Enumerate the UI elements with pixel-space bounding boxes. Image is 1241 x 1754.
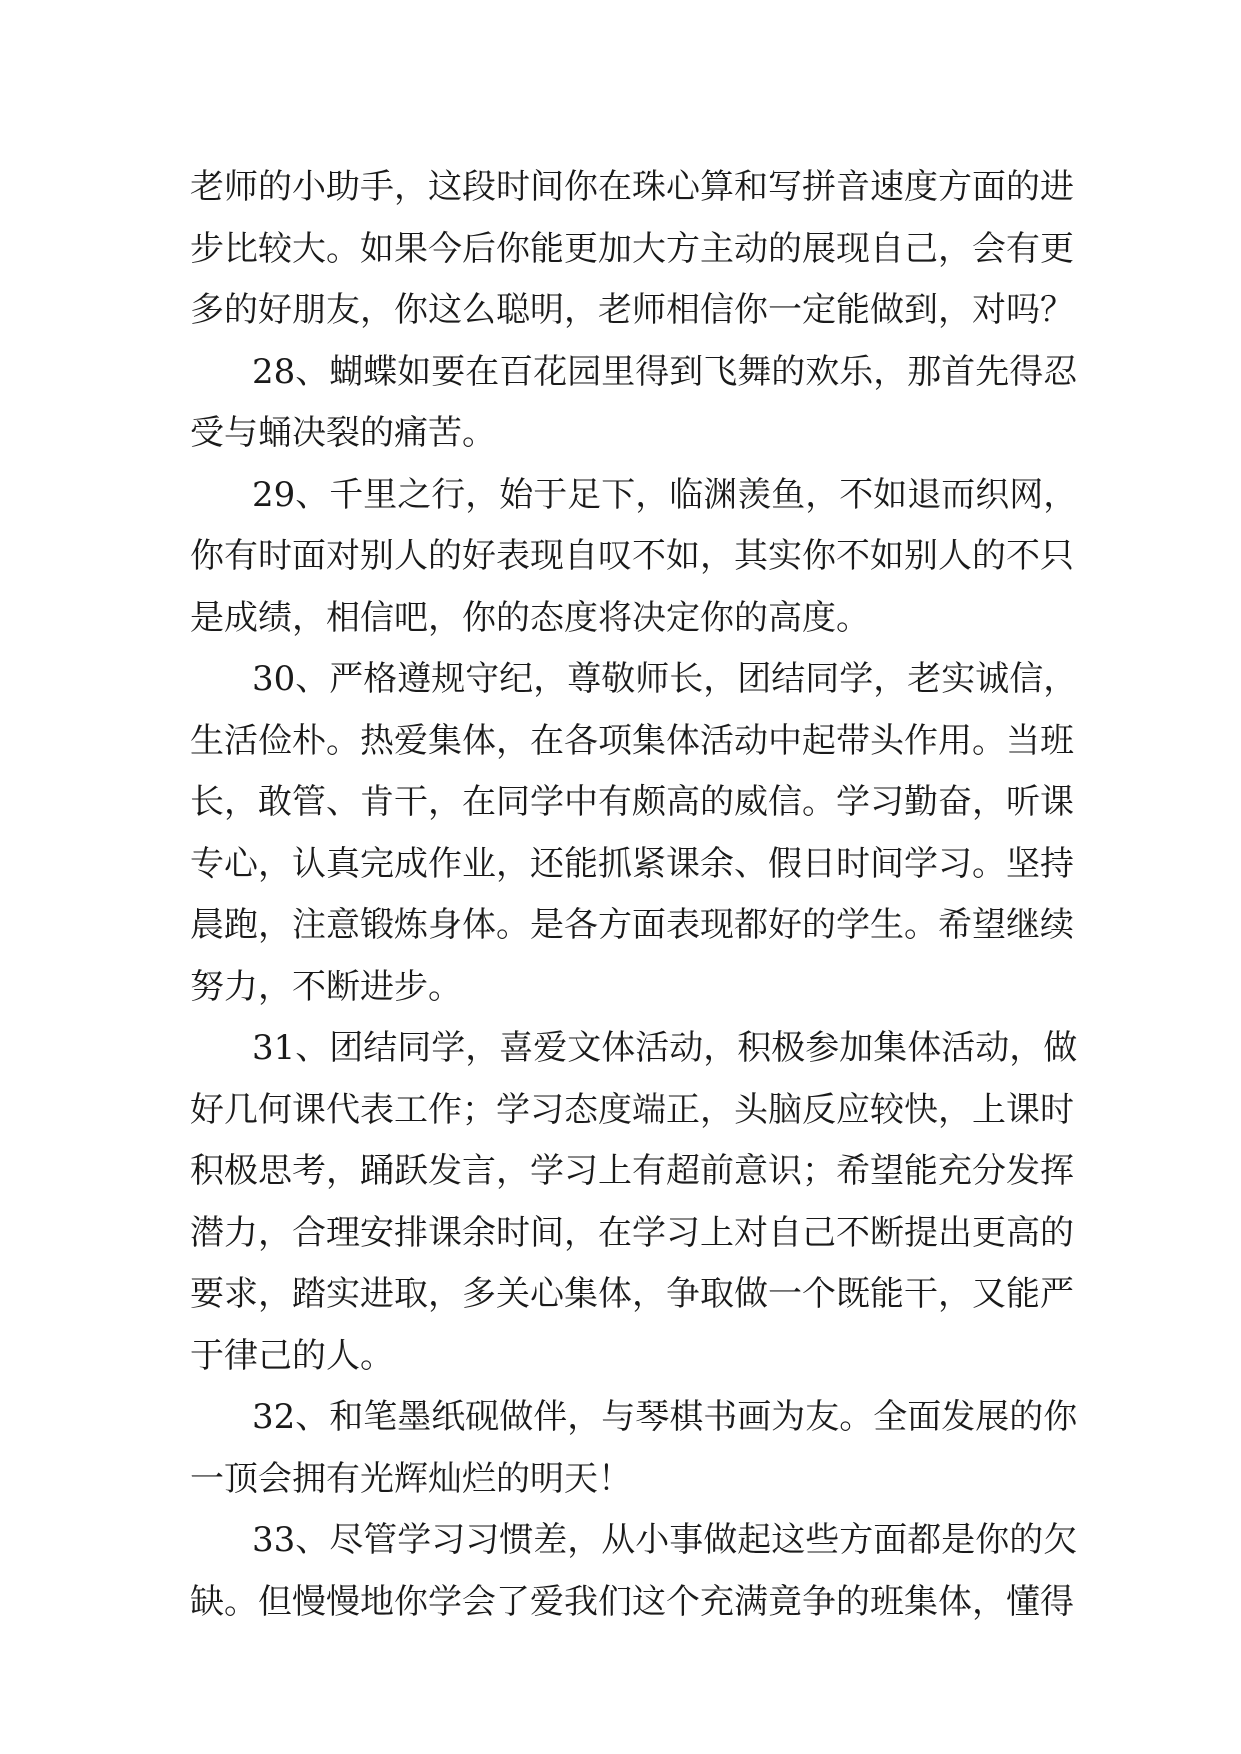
paragraph-line: 一顶会拥有光辉灿烂的明天！ <box>190 1458 632 1499</box>
paragraph-line: 长，敢管、肯干，在同学中有颇高的威信。学习勤奋，听课 <box>190 782 1074 822</box>
paragraph-line: 好几何课代表工作；学习态度端正，头脑反应较快，上课时 <box>190 1089 1074 1130</box>
paragraph-line: 多的好朋友，你这么聪明，老师相信你一定能做到，对吗？ <box>190 290 1074 330</box>
paragraph-line: 要求，踏实进取，多关心集体，争取做一个既能干，又能严 <box>190 1274 1074 1314</box>
paragraph-line: 你有时面对别人的好表现自叹不如，其实你不如别人的不只 <box>190 536 1074 576</box>
paragraph-line: 缺。但慢慢地你学会了爱我们这个充满竟争的班集体，懂得 <box>190 1581 1074 1622</box>
paragraph-line: 晨跑，注意锻炼身体。是各方面表现都好的学生。希望继续 <box>190 905 1074 945</box>
paragraph-line: 于律己的人。 <box>190 1335 394 1376</box>
paragraph-line: 步比较大。如果今后你能更加大方主动的展现自己，会有更 <box>190 228 1074 269</box>
document-body <box>190 157 1078 1633</box>
paragraph-line: 努力，不断进步。 <box>190 966 462 1007</box>
paragraph-first-line: 29、千里之行，始于足下，临渊羡鱼，不如退而织网， <box>252 474 1078 515</box>
paragraph-line: 受与蛹决裂的痛苦。 <box>190 413 496 453</box>
paragraph-first-line: 32、和笔墨纸砚做伴，与琴棋书画为友。全面发展的你 <box>252 1397 1078 1437</box>
paragraph-line: 是成绩，相信吧，你的态度将决定你的高度。 <box>190 597 870 638</box>
paragraph-line: 专心，认真完成作业，还能抓紧课余、假日时间学习。坚持 <box>190 843 1074 884</box>
paragraph-first-line: 30、严格遵规守纪，尊敬师长，团结同学，老实诚信， <box>252 659 1078 699</box>
paragraph-first-line: 28、蝴蝶如要在百花园里得到飞舞的欢乐，那首先得忍 <box>252 351 1078 392</box>
paragraph-first-line: 31、团结同学，喜爱文体活动，积极参加集体活动，做 <box>252 1028 1078 1068</box>
paragraph-first-line: 33、尽管学习习惯差，从小事做起这些方面都是你的欠 <box>252 1520 1078 1560</box>
paragraph-line: 积极思考，踊跃发言，学习上有超前意识；希望能充分发挥 <box>190 1151 1074 1191</box>
paragraph-line: 潜力，合理安排课余时间，在学习上对自己不断提出更高的 <box>190 1212 1074 1253</box>
paragraph-line: 生活俭朴。热爱集体，在各项集体活动中起带头作用。当班 <box>190 720 1074 761</box>
paragraph-line: 老师的小助手，这段时间你在珠心算和写拼音速度方面的进 <box>190 167 1074 207</box>
